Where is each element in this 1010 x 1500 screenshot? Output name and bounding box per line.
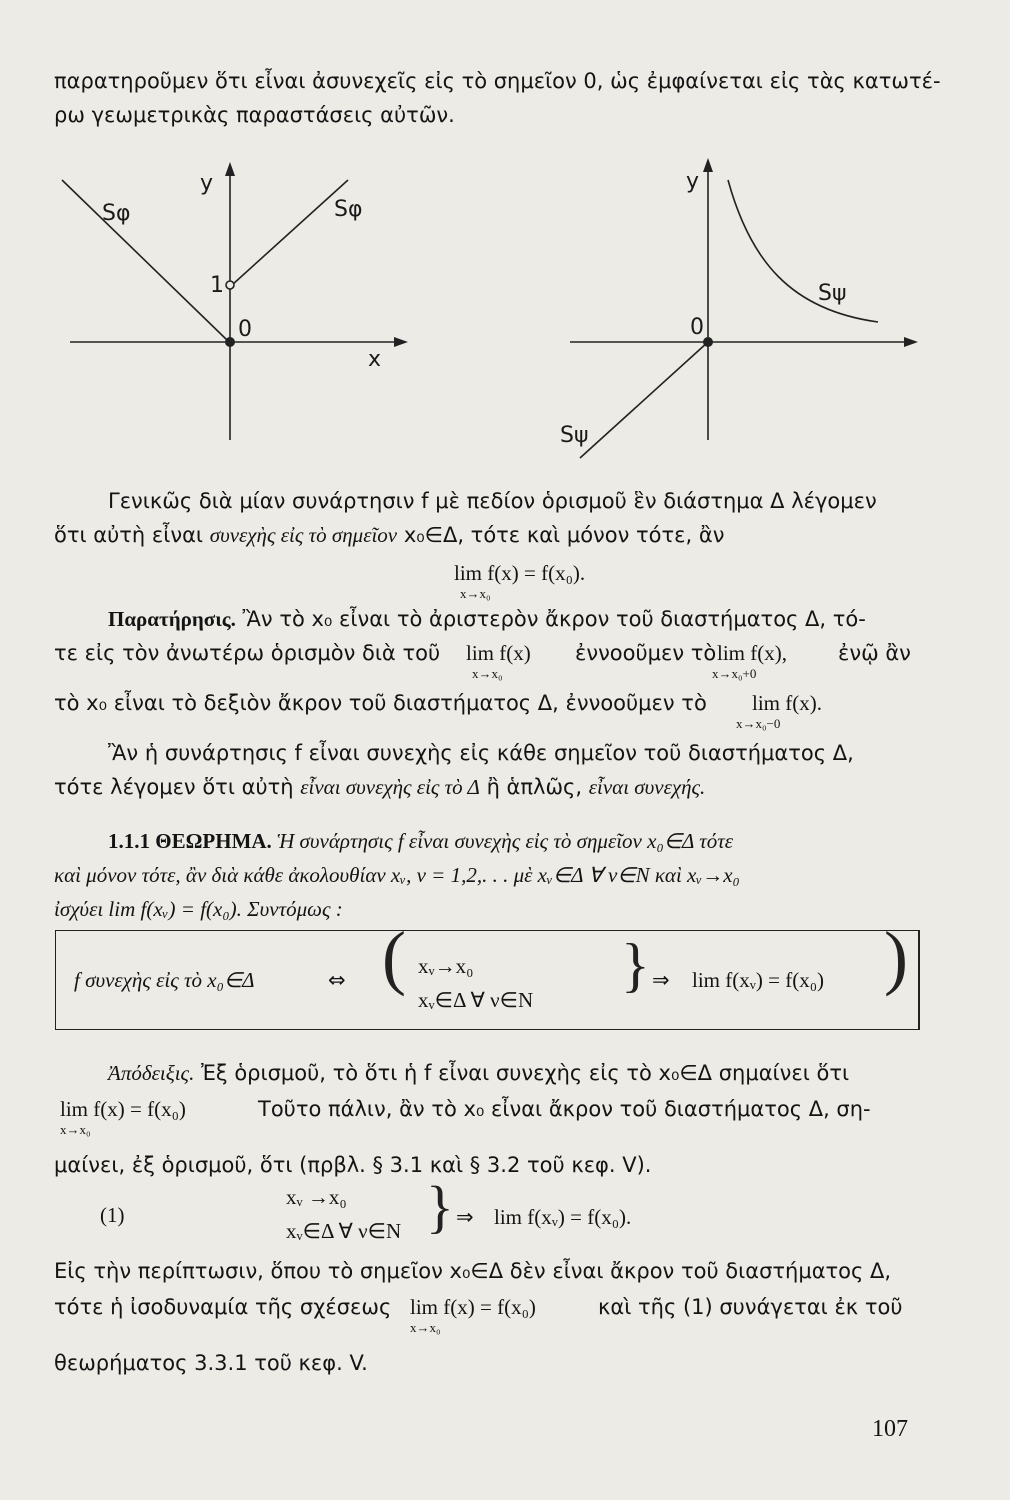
para2-line-2: τότε λέγομεν ὅτι αὐτὴ εἶναι συνεχὴς εἰς τὸ Δ ἢ ἁπλῶς, εἶναι συνεχής. [54, 775, 706, 799]
theorem-box [55, 917, 920, 1030]
intro-line-1: παρατηροῦμεν ὅτι εἶναι ἀσυνεχεῖς εἰς τὸ σημεῖον 0, ὡς ἐμφαίνεται εἰς τὰς κατωτέ- [54, 69, 941, 93]
eq-brace: } [426, 1174, 454, 1239]
origin-point [225, 337, 235, 347]
s-phi-left: Sφ [102, 201, 131, 226]
one-label: 1 [210, 273, 224, 298]
hyperbola-branch [728, 180, 878, 322]
s-phi-right: Sφ [334, 197, 363, 222]
para1-line-1: Γενικῶς διὰ μίαν συνάρτησιν f μὲ πεδίον ὁρισμοῦ ἓν διάστημα Δ λέγομεν [108, 489, 877, 513]
box-cond-2: xᵥ∈Δ ∀ ν∈N [418, 988, 534, 1012]
proof-line-1: Ἀπόδειξις. Ἐξ ὁρισμοῦ, τὸ ὅτι ἡ f εἶναι συνεχὴς εἰς τὸ x₀∈Δ σημαίνει ὅτι [108, 1061, 850, 1085]
proof-limit-sub: x→x₀ [60, 1122, 91, 1137]
box-right: lim f(xᵥ) = f(x₀) [692, 968, 825, 992]
remark-lim3-sub: x→x₀−0 [736, 716, 781, 731]
eq-cond-1: xᵥ →x₀ [286, 1185, 347, 1209]
remark-lim2-sub: x→x₀+0 [712, 666, 757, 681]
eq-number: (1) [100, 1203, 125, 1227]
line-right-branch [232, 180, 348, 285]
remark-line-2c: ἐννοοῦμεν τὸ [575, 641, 717, 665]
theorem-line-2: καὶ μόνον τότε, ἂν διὰ κάθε ἀκολουθίαν xᵥ, ν = 1,2,. . . μὲ xᵥ∈Δ ∀ ν∈N καὶ xᵥ→x₀ [54, 863, 740, 887]
remark-lim1: lim f(x) [466, 641, 531, 665]
remark-lim3: lim f(x). [752, 691, 822, 715]
para1-limit-sub: x→x₀ [460, 586, 491, 601]
box-open-paren: ( [382, 917, 406, 997]
proof-line-5a: τότε ἡ ἰσοδυναμία τῆς σχέσεως [54, 1295, 392, 1319]
remark-line-2a: τε εἰς τὸν ἀνωτέρω ὁρισμὸν διὰ τοῦ [54, 641, 441, 665]
para1-line-2: ὅτι αὐτὴ εἶναι συνεχὴς εἰς τὸ σημεῖον x₀∈Δ, τότε καὶ μόνον τότε, ἂν [54, 523, 725, 547]
origin-label: 0 [690, 315, 704, 340]
remark-line-3: τὸ x₀ εἶναι τὸ δεξιὸν ἄκρον τοῦ διαστήματος Δ, ἐννοοῦμεν τὸ [54, 691, 707, 715]
proof-line-3: μαίνει, ἐξ ὁρισμοῦ, ὅτι (πρβλ. § 3.1 καὶ § 3.2 τοῦ κεφ. V). [54, 1153, 652, 1177]
origin-point [703, 337, 713, 347]
proof-limit: lim f(x) = f(x₀) [60, 1097, 186, 1121]
y-label: y [200, 171, 214, 196]
remark-line-1: Παρατήρησις. Ἂν τὸ x₀ εἶναι τὸ ἀριστερὸν ἄκρον τοῦ διαστήματος Δ, τό- [108, 607, 866, 631]
box-iff: ⇔ [328, 968, 346, 992]
eq-cond-2: xᵥ∈Δ ∀ ν∈N [286, 1219, 402, 1243]
graph-right [560, 150, 930, 460]
proof-line-5c: καὶ τῆς (1) συνάγεται ἐκ τοῦ [598, 1295, 903, 1319]
box-close-paren: ) [884, 917, 908, 997]
proof-limit-2-sub: x→x₀ [410, 1320, 441, 1335]
origin-label: 0 [238, 317, 252, 342]
box-cond-1: xᵥ→x₀ [418, 954, 474, 978]
open-point [226, 281, 234, 289]
s-psi-upper: Sψ [818, 281, 847, 306]
theorem-line-1: 1.1.1 ΘΕΩΡΗΜΑ. Ἡ συνάρτησις f εἶναι συνεχὴς εἰς τὸ σημεῖον x₀∈Δ τότε [108, 829, 734, 853]
page-number: 107 [872, 1416, 908, 1442]
para2-line-1: Ἂν ἡ συνάρτησις f εἶναι συνεχὴς εἰς κάθε σημεῖον τοῦ διαστήματος Δ, [108, 741, 854, 765]
intro-line-2: ρω γεωμετρικὰς παραστάσεις αὐτῶν. [54, 103, 455, 127]
line-left-branch [62, 180, 227, 340]
para1-limit: lim f(x) = f(x₀). [454, 561, 586, 585]
proof-line-6: θεωρήματος 3.3.1 τοῦ κεφ. V. [54, 1351, 368, 1375]
theorem-line-3: ἰσχύει lim f(xᵥ) = f(x₀). Συντόμως : [54, 897, 343, 921]
proof-line-4: Εἰς τὴν περίπτωσιν, ὅπου τὸ σημεῖον x₀∈Δ δὲν εἶναι ἄκρον τοῦ διαστήματος Δ, [54, 1259, 892, 1283]
box-brace: } [621, 932, 650, 998]
box-implies: ⇒ [652, 968, 670, 992]
x-label: x [368, 347, 382, 372]
proof-line-2: Τοῦτο πάλιν, ἂν τὸ x₀ εἶναι ἄκρον τοῦ διαστήματος Δ, ση- [258, 1097, 871, 1121]
line-lower-branch [580, 342, 708, 458]
box-left: f συνεχὴς εἰς τὸ x₀∈Δ [74, 968, 255, 992]
y-label: y [686, 169, 700, 194]
proof-limit-2: lim f(x) = f(x₀) [410, 1295, 536, 1319]
remark-lim2: lim f(x), [717, 641, 787, 665]
eq-right: lim f(xᵥ) = f(x₀). [494, 1205, 632, 1229]
s-psi-lower: Sψ [560, 423, 589, 448]
graph-left [60, 160, 420, 450]
remark-lim1-sub: x→x₀ [472, 666, 503, 681]
remark-line-2e: ἐνῷ ἂν [838, 641, 911, 665]
eq-implies: ⇒ [456, 1205, 474, 1229]
